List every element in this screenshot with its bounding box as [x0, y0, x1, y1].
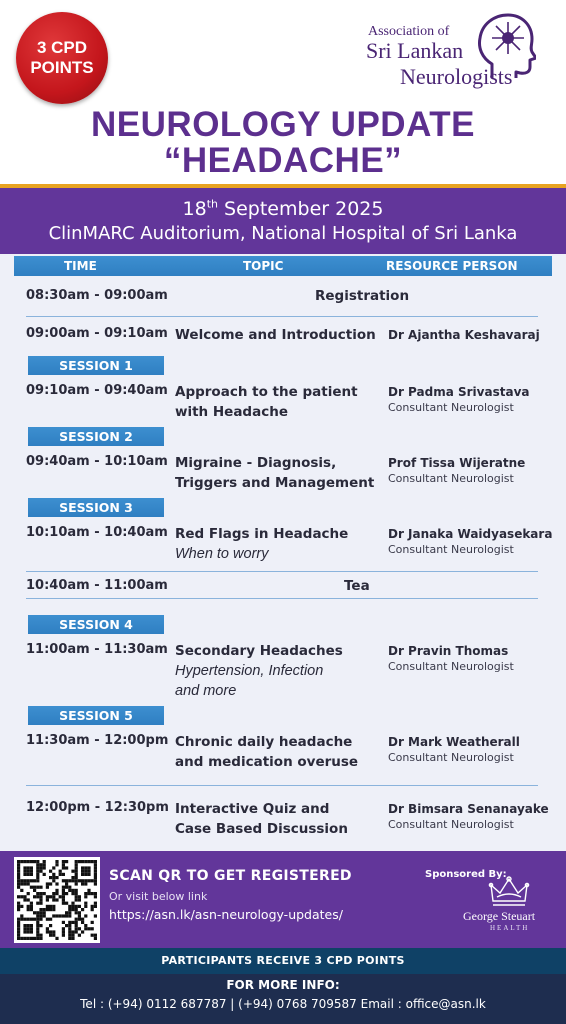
topic-line2: Triggers and Management [175, 475, 375, 491]
row-topic [175, 799, 348, 839]
person-role: Consultant Neurologist [388, 543, 514, 556]
qr-code[interactable] [14, 857, 100, 943]
session-label: SESSION 1 [28, 356, 164, 375]
sponsor-name: George Steuart [463, 909, 536, 923]
cpd-badge [16, 12, 108, 104]
person-role: Consultant Neurologist [388, 751, 514, 764]
row-time: 08:30am - 09:00am [26, 288, 168, 303]
row-time: 09:10am - 09:40am [26, 383, 168, 398]
row-divider [26, 785, 538, 786]
sponsor-label: Sponsored By: [425, 869, 507, 880]
event-month-year: September 2025 [224, 198, 384, 220]
row-topic [175, 382, 358, 422]
row-divider [26, 571, 538, 572]
event-day-suffix: th [206, 197, 218, 211]
row-label: Tea [344, 578, 370, 594]
row-time: 11:00am - 11:30am [26, 642, 168, 657]
visit-link-note: Or visit below link [109, 890, 208, 903]
header [0, 0, 566, 186]
row-person [388, 801, 549, 833]
person-role: Consultant Neurologist [388, 401, 514, 414]
topic-line1: Red Flags in Headache [175, 526, 349, 542]
date-venue-band [0, 188, 566, 254]
row-person [388, 526, 552, 558]
schedule-header [14, 256, 552, 276]
registration-band [0, 851, 566, 948]
row-time: 12:00pm - 12:30pm [26, 800, 169, 815]
crown-icon [487, 875, 531, 909]
row-person [388, 455, 525, 487]
column-topic: TOPIC [243, 259, 284, 273]
row-topic [175, 641, 343, 701]
scan-qr-heading: SCAN QR TO GET REGISTERED [109, 868, 352, 884]
person-name: Dr Pravin Thomas [388, 644, 509, 658]
logo-line2: Sri Lankan [366, 38, 464, 63]
column-time: TIME [64, 259, 97, 273]
topic-line2: with Headache [175, 404, 288, 420]
person-name: Dr Janaka Waidyasekara [388, 527, 553, 541]
row-topic: Welcome and Introduction [175, 327, 376, 343]
row-time: 09:40am - 10:10am [26, 454, 168, 469]
topic-line1: Approach to the patient [175, 384, 358, 400]
session-label: SESSION 2 [28, 427, 164, 446]
topic-line1: Interactive Quiz and [175, 801, 330, 817]
row-divider [26, 598, 538, 599]
row-person [388, 643, 514, 675]
info-title: FOR MORE INFO: [226, 978, 340, 992]
topic-line2: Hypertension, Infection [175, 663, 324, 679]
row-divider [26, 316, 538, 317]
person-name: Dr Mark Weatherall [388, 735, 520, 749]
event-venue: ClinMARC Auditorium, National Hospital of Sri Lanka [48, 223, 518, 244]
topic-line1: Migraine - Diagnosis, [175, 455, 337, 471]
topic-line3: and more [175, 683, 237, 699]
column-resource: RESOURCE PERSON [386, 259, 518, 273]
sponsor-sub: HEALTH [490, 924, 530, 932]
info-band [0, 974, 566, 1024]
cpd-badge-line1: 3 CPD [36, 38, 88, 57]
participants-banner: PARTICIPANTS RECEIVE 3 CPD POINTS [0, 948, 566, 974]
person-role: Consultant Neurologist [388, 472, 514, 485]
row-person: Dr Ajantha Keshavaraj [388, 328, 540, 342]
registration-link[interactable]: https://asn.lk/asn-neurology-updates/ [109, 907, 343, 922]
topic-line1: Chronic daily headache [175, 734, 353, 750]
person-name: Dr Padma Srivastava [388, 385, 530, 399]
row-person [388, 734, 520, 766]
topic-line2: Case Based Discussion [175, 821, 348, 837]
person-role: Consultant Neurologist [388, 818, 514, 831]
person-role: Consultant Neurologist [388, 660, 514, 673]
row-topic [175, 732, 358, 772]
qr-code-icon [14, 857, 100, 943]
row-topic [175, 453, 374, 493]
row-topic [175, 524, 348, 564]
row-time: 10:10am - 10:40am [26, 525, 168, 540]
person-name: Dr Bimsara Senanayake [388, 802, 549, 816]
event-day: 18 [182, 198, 207, 220]
row-time: 11:30am - 12:00pm [26, 733, 169, 748]
logo-line3: Neurologists [400, 64, 513, 89]
row-label: Registration [315, 288, 410, 304]
contact-details: Tel : (+94) 0112 687787 | (+94) 0768 709587 Email : office@asn.lk [80, 997, 486, 1011]
session-label: SESSION 3 [28, 498, 164, 517]
person-name: Prof Tissa Wijeratne [388, 456, 526, 470]
schedule-table [0, 254, 566, 851]
topic-line1: Secondary Headaches [175, 643, 343, 659]
event-date [0, 198, 566, 220]
session-label: SESSION 5 [28, 706, 164, 725]
topic-line2: and medication overuse [175, 754, 359, 770]
head-profile-icon [474, 12, 536, 82]
event-title-line2: “HEADACHE” [163, 141, 403, 180]
event-title-line1: NEUROLOGY UPDATE [91, 105, 475, 144]
cpd-badge-line2: POINTS [30, 58, 94, 77]
topic-line2: When to worry [175, 546, 269, 562]
association-logo [362, 12, 552, 104]
row-time: 10:40am - 11:00am [26, 578, 168, 593]
row-person [388, 384, 530, 416]
row-time: 09:00am - 09:10am [26, 326, 168, 341]
logo-line1: Association of [368, 24, 450, 39]
session-label: SESSION 4 [28, 615, 164, 634]
